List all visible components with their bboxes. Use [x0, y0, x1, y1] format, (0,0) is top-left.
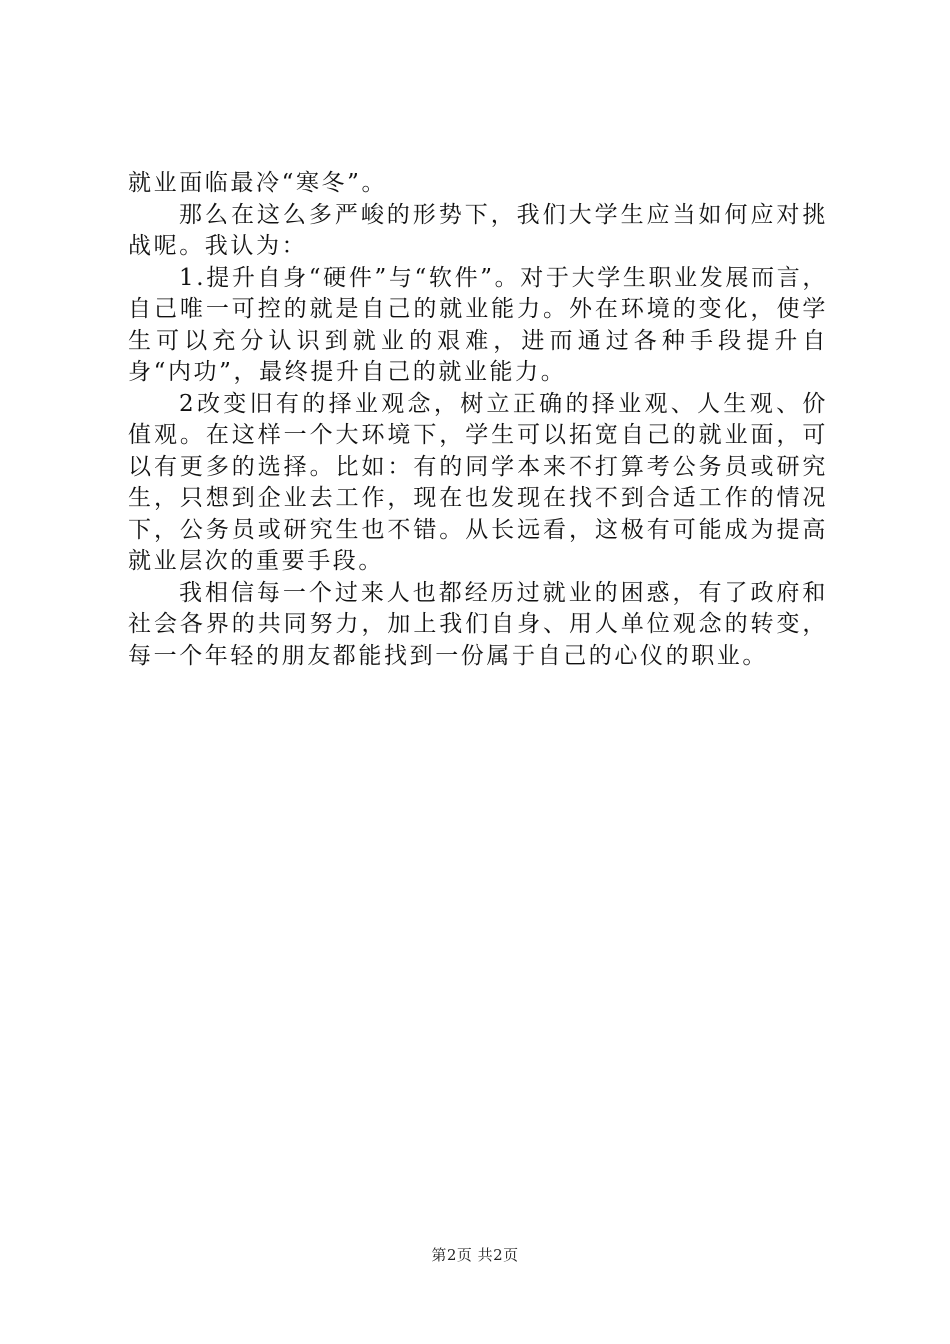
page-number-footer: 第2页 共2页 [431, 1246, 519, 1264]
paragraph-question: 那么在这么多严峻的形势下，我们大学生应当如何应对挑战呢。我认为： [128, 201, 828, 259]
paragraph-continuation: 就业面临最冷“寒冬”。 [128, 170, 388, 196]
paragraph-conclusion: 我相信每一个过来人也都经历过就业的困惑，有了政府和社会各界的共同努力，加上我们自身、用人单位观念的转变，每一个年轻的朋友都能找到一份属于自己的心仪的职业。 [128, 579, 828, 669]
document-body [128, 168, 828, 672]
paragraph-point-1: 1.提升自身“硬件”与“软件”。对于大学生职业发展而言，自己唯一可控的就是自己的就业能力。外在环境的变化，使学生可以充分认识到就业的艰难，进而通过各种手段提升自身“内功”，最终提升自己的就业能力。 [128, 264, 828, 385]
paragraph-point-2: 2改变旧有的择业观念，树立正确的择业观、人生观、价值观。在这样一个大环境下，学生可以拓宽自己的就业面，可以有更多的选择。比如：有的同学本来不打算考公务员或研究生，只想到企业去工作，现在也发现在找不到合适工作的情况下，公务员或研究生也不错。从长远看，这极有可能成为提高就业层次的重要手段。 [128, 390, 828, 574]
